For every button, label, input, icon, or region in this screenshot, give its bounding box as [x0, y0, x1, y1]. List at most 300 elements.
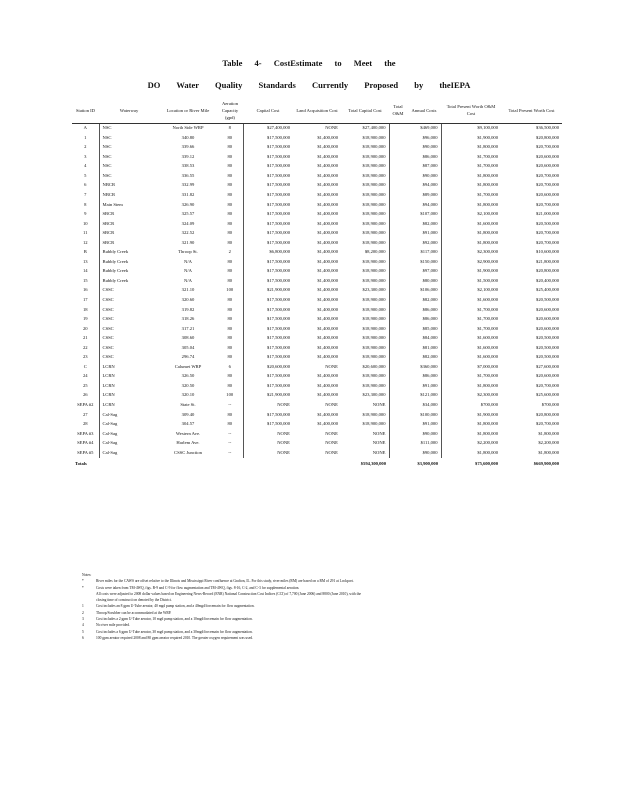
table-cell-pw: $27,600,000: [536, 363, 559, 369]
table-cell-loc: 304.57: [181, 421, 195, 427]
table-row: [72, 324, 562, 334]
table-cell-land: $1,400,000: [317, 354, 338, 360]
table-cell-ww: SBCR: [102, 211, 115, 217]
table-cell-tcap: $18,900,000: [341, 381, 389, 391]
table-row: [72, 420, 562, 430]
table-cell-pwom: $1,600,000: [477, 335, 498, 341]
table-cell-pw: $20,700,000: [536, 201, 559, 207]
table-cell-id: C: [72, 362, 99, 372]
table-cell-ww: LCRN: [102, 402, 115, 407]
table-row: [72, 391, 562, 401]
table-cell-ww: Bubbly Creek: [102, 249, 129, 255]
table-cell-loc: 339.66: [181, 144, 195, 150]
table-row: [72, 123, 562, 133]
table-cell-om: $86,000: [407, 315, 441, 325]
table-cell-loc: State St.: [180, 402, 196, 407]
table-cell-capital: $17,500,000: [267, 382, 290, 388]
table-cell-tcap: $18,900,000: [341, 181, 389, 191]
table-cell-land: $1,400,000: [317, 220, 338, 226]
table-cell-loc: 325.57: [181, 211, 195, 217]
table-cell-ww: NSC: [102, 134, 112, 140]
table-row: [72, 143, 562, 153]
table-cell-empty: [389, 372, 407, 382]
table-cell-empty: [389, 296, 407, 306]
table-cell-empty: [389, 191, 407, 201]
table-cell-cap: 2: [217, 248, 243, 258]
table-row: [72, 219, 562, 229]
table-cell-land: $1,400,000: [317, 239, 338, 245]
table-cell-empty: [389, 267, 407, 277]
table-cell-pw: $20,700,000: [536, 239, 559, 245]
table-cell-capital: NONE: [277, 430, 290, 436]
table-cell-pwom: $1,600,000: [477, 296, 498, 302]
table-cell-pwom: $2,200,000: [477, 440, 498, 446]
table-cell-capital: $21,900,000: [267, 392, 290, 398]
table-cell-empty: [389, 410, 407, 420]
table-cell-pwom: $1,700,000: [477, 316, 498, 322]
table-cell-land: $1,400,000: [317, 249, 338, 255]
table-cell-capital: $17,500,000: [267, 220, 290, 226]
table-cell-id: 7: [72, 191, 99, 201]
table-cell-tcap: $20,600,000: [341, 362, 389, 372]
table-cell-pwom: $1,800,000: [477, 430, 498, 436]
table-cell-loc: 321.10: [181, 287, 195, 293]
table-cell-empty: [389, 123, 407, 133]
table-cell-pwom: $1,800,000: [477, 239, 498, 245]
table-cell-om: $92,000: [407, 238, 441, 248]
table-cell-tcap: $18,900,000: [341, 267, 389, 277]
table-cell-om: $86,000: [407, 152, 441, 162]
table-cell-ww: CSSC: [102, 325, 114, 331]
table-cell-cap: 100: [217, 391, 243, 401]
table-cell-cap: 80: [217, 305, 243, 315]
table-cell-ww: Bubbly Creek: [102, 268, 129, 274]
totals-label: Totals: [75, 460, 87, 466]
table-cell-pwom: $700,000: [480, 402, 498, 407]
table-row: [72, 286, 562, 296]
table-cell-land: NONE: [325, 440, 338, 446]
table-cell-tcap: $18,900,000: [341, 200, 389, 210]
table-cell-cap: 80: [217, 162, 243, 172]
table-cell-om: $90,000: [407, 429, 441, 439]
table-cell-pwom: $1,600,000: [477, 344, 498, 350]
table-cell-tcap: $18,900,000: [341, 410, 389, 420]
table-cell-id: B: [72, 248, 99, 258]
table-cell-pw: $21,000,000: [536, 211, 559, 217]
table-cell-cap: 80: [217, 267, 243, 277]
table-row: [72, 315, 562, 325]
table-cell-pwom: $1,500,000: [477, 277, 498, 283]
table-cell-loc: 305.04: [181, 344, 195, 350]
table-cell-id: 5: [72, 171, 99, 181]
table-cell-pwom: $2,100,000: [477, 211, 498, 217]
table-row: [72, 410, 562, 420]
table-cell-tcap: NONE: [341, 448, 389, 458]
table-cell-capital: $17,500,000: [267, 354, 290, 360]
note-marker: 1: [82, 604, 84, 609]
table-cell-id: A: [72, 123, 99, 133]
table-cell-empty: [389, 429, 407, 439]
table-cell-tcap: $18,900,000: [341, 296, 389, 306]
table-cell-land: $1,400,000: [317, 268, 338, 274]
note-text: River miles for the CAWS are offset relative to the Illinois and Mississippi River confluence at Grafton, IL. For this study, river miles (RM) are based on a RM of 291 at Lockport.: [96, 579, 354, 584]
table-row: [72, 305, 562, 315]
table-cell-cap: 80: [217, 343, 243, 353]
table-cell-capital: $17,500,000: [267, 411, 290, 417]
table-cell-land: NONE: [325, 402, 338, 407]
table-cell-land: $1,400,000: [317, 316, 338, 322]
table-cell-pwom: $1,900,000: [477, 411, 498, 417]
table-cell-land: $1,400,000: [317, 163, 338, 169]
table-cell-empty: [389, 353, 407, 363]
table-cell-pwom: $1,800,000: [477, 144, 498, 150]
col-header: Annual Costs: [407, 100, 441, 123]
table-row: [72, 171, 562, 181]
note-marker: 6: [82, 635, 84, 640]
table-cell-cap: 80: [217, 181, 243, 191]
table-cell-loc: 332.99: [181, 182, 195, 188]
table-cell-tcap: $18,900,000: [341, 162, 389, 172]
table-cell-om: $81,000: [407, 343, 441, 353]
table-cell-id: 19: [72, 315, 99, 325]
table-cell-land: $1,400,000: [317, 421, 338, 427]
table-cell-pw: $20,600,000: [536, 373, 559, 379]
table-cell-empty: [389, 200, 407, 210]
table-row: [72, 296, 562, 306]
table-cell-capital: $17,500,000: [267, 296, 290, 302]
table-cell-land: $1,400,000: [317, 411, 338, 417]
table-cell-om: $89,000: [407, 191, 441, 201]
table-cell-tcap: $18,900,000: [341, 276, 389, 286]
table-cell-land: NONE: [325, 430, 338, 436]
table-cell-id: 6: [72, 181, 99, 191]
table-cell-capital: $17,500,000: [267, 325, 290, 331]
table-cell-om: $97,000: [407, 267, 441, 277]
table-cell-pw: $20,500,000: [536, 344, 559, 350]
table-cell-capital: $17,500,000: [267, 258, 290, 264]
table-cell-capital: $20,600,000: [267, 363, 290, 369]
table-cell-om: $469,000: [407, 123, 441, 133]
note-marker: 2: [82, 610, 84, 615]
col-header: Total Capital Cost: [341, 100, 389, 123]
table-cell-id: 3: [72, 152, 99, 162]
table-cell-capital: $17,500,000: [267, 268, 290, 274]
table-cell-land: $1,400,000: [317, 258, 338, 264]
table-cell-loc: 319.82: [181, 306, 195, 312]
note-item: [82, 635, 562, 641]
table-cell-pw: $2,200,000: [538, 440, 559, 446]
table-cell-id: SEPA #3: [72, 429, 99, 439]
table-cell-ww: Cal-Sag: [102, 440, 118, 446]
table-cell-pwom: $9,100,000: [477, 125, 498, 131]
table-cell-capital: $17,500,000: [267, 335, 290, 341]
table-cell-ww: Cal-Sag: [102, 421, 118, 427]
table-cell-loc: 339.12: [181, 153, 195, 159]
table-cell-empty: [389, 420, 407, 430]
table-cell-cap: 80: [217, 324, 243, 334]
table-cell-pwom: $1,700,000: [477, 325, 498, 331]
note-text: No river mile provided.: [96, 623, 130, 628]
table-cell-capital: $17,500,000: [267, 306, 290, 312]
table-cell-id: 1: [72, 133, 99, 143]
table-title-line-1: Table 4- CostEstimate to Meet the: [222, 58, 396, 68]
table-row: [72, 248, 562, 258]
table-cell-cap: 80: [217, 315, 243, 325]
table-cell-empty: [389, 381, 407, 391]
col-header: Total Present Worth O&M Cost: [441, 100, 501, 123]
table-cell-om: $86,000: [407, 305, 441, 315]
table-cell-tcap: $18,900,000: [341, 229, 389, 239]
table-cell-loc: Western Ave.: [175, 430, 201, 436]
table-cell-loc: 326.90: [181, 201, 195, 207]
table-row: [72, 229, 562, 239]
table-cell-empty: [389, 162, 407, 172]
table-cell-cap: 80: [217, 200, 243, 210]
col-header: Total O&M: [389, 100, 407, 123]
table-cell-pw: $20,600,000: [536, 153, 559, 159]
table-cell-pw: $20,500,000: [536, 354, 559, 360]
table-cell-ww: NBCR: [102, 182, 116, 188]
table-cell-empty: [389, 152, 407, 162]
table-cell-land: $1,400,000: [317, 153, 338, 159]
table-cell-id: 8: [72, 200, 99, 210]
table-row: [72, 162, 562, 172]
table-cell-pwom: $1,800,000: [477, 172, 498, 178]
table-cell-empty: [389, 343, 407, 353]
cost-estimate-table: [72, 100, 562, 470]
table-cell-om: $94,000: [407, 200, 441, 210]
table-cell-loc: North Side WRP: [172, 125, 204, 131]
table-cell-cap: 80: [217, 334, 243, 344]
table-cell-ww: CSSC: [102, 306, 114, 312]
table-cell-pwom: $1,900,000: [477, 134, 498, 140]
table-cell-cap: 80: [217, 143, 243, 153]
table-cell-ww: LCRN: [102, 363, 115, 369]
table-cell-empty: [389, 229, 407, 239]
table-cell-tcap: $18,900,000: [341, 305, 389, 315]
table-cell-om: $34,000: [407, 401, 441, 411]
table-cell-capital: $6,800,000: [269, 249, 290, 255]
table-cell-loc: 317.21: [181, 325, 195, 331]
totals-om: $3,900,000: [417, 460, 438, 466]
table-cell-tcap: NONE: [341, 401, 389, 411]
table-cell-ww: NBCR: [102, 191, 116, 197]
table-cell-om: $91,000: [407, 229, 441, 239]
table-cell-pw: $25,400,000: [536, 287, 559, 293]
note-marker: *: [82, 585, 84, 590]
table-cell-id: 14: [72, 267, 99, 277]
table-cell-pw: $20,700,000: [536, 382, 559, 388]
table-cell-ww: NSC: [102, 153, 112, 159]
table-row: [72, 372, 562, 382]
table-row: [72, 267, 562, 277]
col-header: Total Present Worth Cost: [501, 100, 562, 123]
table-cell-empty: [389, 133, 407, 143]
table-cell-pwom: $1,700,000: [477, 153, 498, 159]
table-cell-pwom: $1,800,000: [477, 382, 498, 388]
table-cell-capital: $17,500,000: [267, 316, 290, 322]
table-cell-tcap: $18,900,000: [341, 219, 389, 229]
table-cell-land: $1,400,000: [317, 211, 338, 217]
table-cell-id: 16: [72, 286, 99, 296]
table-cell-empty: [389, 391, 407, 401]
table-cell-om: $106,000: [407, 286, 441, 296]
table-cell-capital: $17,500,000: [267, 239, 290, 245]
table-cell-pw: $20,700,000: [536, 182, 559, 188]
table-cell-om: $100,000: [407, 410, 441, 420]
table-cell-pw: $700,000: [541, 402, 559, 407]
table-title-line-2: DO Water Quality Standards Currently Proposed by theIEPA: [147, 80, 471, 90]
table-cell-ww: Cal-Sag: [102, 411, 118, 417]
totals-pw: $669,900,000: [533, 460, 559, 466]
table-cell-tcap: $18,900,000: [341, 334, 389, 344]
table-cell-tcap: $18,900,000: [341, 372, 389, 382]
table-cell-pw: $20,800,000: [536, 411, 559, 417]
table-cell-empty: [389, 248, 407, 258]
table-cell-capital: $17,500,000: [267, 163, 290, 169]
totals-pw-om: $75,600,000: [475, 460, 498, 466]
table-cell-loc: 296.74: [181, 354, 195, 360]
table-cell-pwom: $1,700,000: [477, 373, 498, 379]
table-cell-empty: [389, 362, 407, 372]
table-cell-ww: CSSC: [102, 335, 114, 341]
table-cell-land: $1,400,000: [317, 172, 338, 178]
table-cell-loc: Throop St.: [178, 249, 198, 255]
table-cell-id: SEPA #5: [72, 448, 99, 458]
table-cell-om: $80,000: [407, 276, 441, 286]
col-header: Capital Cost: [243, 100, 293, 123]
table-cell-pwom: $1,900,000: [477, 268, 498, 274]
table-cell-cap: --: [217, 401, 243, 411]
table-cell-pw: $20,700,000: [536, 144, 559, 150]
table-cell-loc: Calumet WRP: [174, 363, 202, 369]
table-cell-pw: $20,600,000: [536, 191, 559, 197]
table-cell-id: 13: [72, 257, 99, 267]
table-cell-pwom: $1,700,000: [477, 306, 498, 312]
table-cell-ww: SBCR: [102, 239, 115, 245]
table-cell-empty: [389, 324, 407, 334]
totals-row: [72, 458, 562, 470]
notes-title: Notes:: [82, 573, 92, 577]
table-cell-id: 4: [72, 162, 99, 172]
table-cell-loc: 324.09: [181, 220, 195, 226]
table-cell-pw: $20,400,000: [536, 277, 559, 283]
table-cell-tcap: $18,900,000: [341, 420, 389, 430]
table-cell-land: $1,400,000: [317, 182, 338, 188]
table-cell-empty: [389, 210, 407, 220]
table-cell-capital: $17,500,000: [267, 201, 290, 207]
note-text: Costs were taken from TM-4WQ, figs. B-9 and C-9 for flow augmentation and TM-4WQ, figs. 8-16, C-2, and C-3 for supplemental aeration.: [96, 585, 300, 590]
table-cell-ww: Main Stem: [102, 201, 123, 207]
table-cell-loc: N/A: [184, 258, 192, 264]
table-row: [72, 210, 562, 220]
table-cell-land: $1,400,000: [317, 287, 338, 293]
table-cell-ww: CSSC: [102, 296, 114, 302]
table-cell-cap: 80: [217, 381, 243, 391]
table-cell-om: $96,000: [407, 133, 441, 143]
table-cell-pwom: $1,600,000: [477, 354, 498, 360]
table-cell-tcap: $23,300,000: [341, 286, 389, 296]
table-cell-capital: $17,500,000: [267, 421, 290, 427]
table-cell-capital: NONE: [277, 402, 290, 407]
table-cell-cap: 80: [217, 219, 243, 229]
note-marker: 5: [82, 629, 84, 634]
table-cell-id: 27: [72, 410, 99, 420]
table-cell-id: 2: [72, 143, 99, 153]
table-cell-pw: $20,700,000: [536, 230, 559, 236]
table-cell-om: $111,000: [407, 439, 441, 449]
table-cell-cap: --: [217, 429, 243, 439]
table-cell-tcap: $18,900,000: [341, 133, 389, 143]
table-cell-cap: --: [217, 439, 243, 449]
table-cell-pw: $10,600,000: [536, 249, 559, 255]
table-row: [72, 353, 562, 363]
table-cell-cap: 80: [217, 410, 243, 420]
table-cell-pwom: $1,800,000: [477, 201, 498, 207]
table-cell-loc: 320.10: [181, 392, 195, 398]
table-cell-cap: 80: [217, 372, 243, 382]
table-cell-id: 18: [72, 305, 99, 315]
table-cell-om: $121,000: [407, 391, 441, 401]
table-cell-cap: 80: [217, 238, 243, 248]
table-cell-cap: 80: [217, 296, 243, 306]
table-cell-ww: CSSC: [102, 287, 114, 293]
note-text: closing time of constructi on denoted by the District.: [96, 598, 172, 603]
table-cell-loc: 336.55: [181, 172, 195, 178]
table-row: [72, 257, 562, 267]
table-cell-empty: [389, 238, 407, 248]
table-cell-loc: N/A: [184, 277, 192, 283]
table-cell-land: $1,400,000: [317, 373, 338, 379]
table-row: [72, 200, 562, 210]
table-cell-om: $107,000: [407, 210, 441, 220]
table-cell-om: $150,000: [407, 257, 441, 267]
table-cell-pwom: $2,100,000: [477, 287, 498, 293]
table-cell-tcap: $18,900,000: [341, 143, 389, 153]
table-cell-capital: $17,500,000: [267, 134, 290, 140]
table-cell-ww: Bubbly Creek: [102, 258, 129, 264]
table-cell-pw: $20,500,000: [536, 296, 559, 302]
totals-capital: $594,300,000: [360, 460, 386, 466]
table-row: [72, 401, 562, 411]
table-cell-capital: NONE: [277, 449, 290, 455]
table-cell-capital: $17,500,000: [267, 172, 290, 178]
table-cell-pw: $1,800,000: [538, 449, 559, 455]
table-cell-om: $91,000: [407, 420, 441, 430]
table-cell-land: $1,400,000: [317, 296, 338, 302]
table-cell-land: $1,400,000: [317, 230, 338, 236]
table-cell-land: NONE: [325, 125, 338, 131]
table-cell-pw: $20,500,000: [536, 335, 559, 341]
table-cell-capital: $21,900,000: [267, 287, 290, 293]
table-cell-pw: $21,800,000: [536, 258, 559, 264]
table-cell-loc: N/A: [184, 268, 192, 274]
table-cell-pwom: $2,300,000: [477, 249, 498, 255]
table-cell-pwom: $1,600,000: [477, 220, 498, 226]
table-cell-om: $87,000: [407, 162, 441, 172]
table-header-row: [72, 100, 562, 123]
table-cell-cap: 80: [217, 210, 243, 220]
table-cell-cap: 80: [217, 152, 243, 162]
table-cell-tcap: NONE: [341, 439, 389, 449]
table-cell-loc: 320.60: [181, 296, 195, 302]
table-cell-tcap: $18,900,000: [341, 353, 389, 363]
table-cell-pw: $25,600,000: [536, 392, 559, 398]
table-cell-cap: 80: [217, 229, 243, 239]
table-cell-cap: 80: [217, 257, 243, 267]
table-cell-id: 21: [72, 334, 99, 344]
table-cell-cap: 80: [217, 276, 243, 286]
